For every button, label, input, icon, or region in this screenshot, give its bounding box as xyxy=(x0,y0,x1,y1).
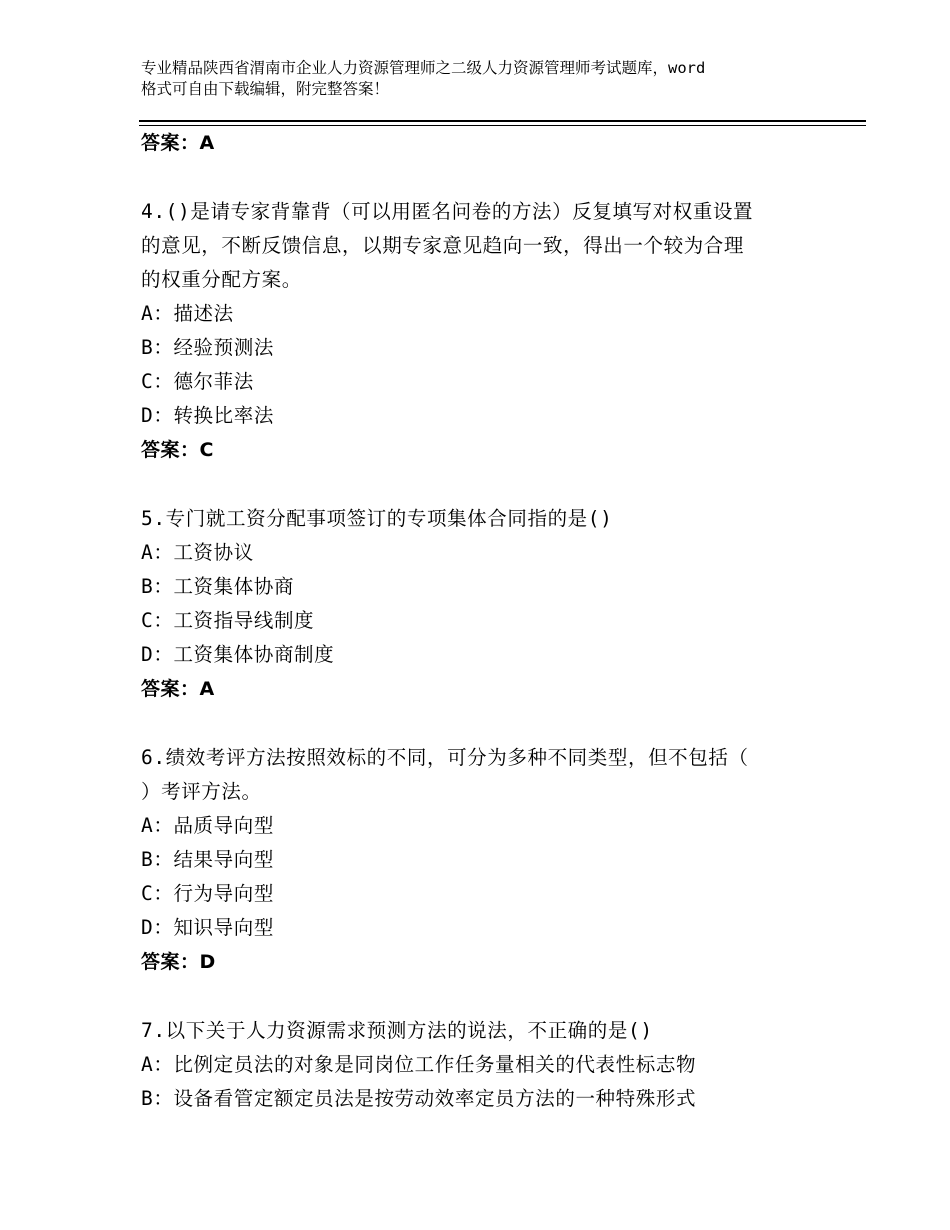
question-text-line: 的权重分配方案。 xyxy=(141,268,302,291)
answer-line: 答案：D xyxy=(141,951,216,973)
option-c: C：德尔菲法 xyxy=(141,370,254,393)
option-c: C：工资指导线制度 xyxy=(141,609,315,632)
option-c: C：行为导向型 xyxy=(141,882,274,905)
spacer xyxy=(141,706,841,741)
header-line-2: 格式可自由下载编辑，附完整答案！ xyxy=(141,80,390,98)
spacer xyxy=(141,160,841,195)
question-block-5 xyxy=(141,502,841,706)
answer-line: 答案：A xyxy=(141,132,215,154)
option-b: B：工资集体协商 xyxy=(141,575,295,598)
option-a: A：描述法 xyxy=(141,302,234,325)
answer-line: 答案：A xyxy=(141,678,215,700)
option-b: B：经验预测法 xyxy=(141,336,274,359)
answer-block-3 xyxy=(141,126,841,160)
question-text-line: 的意见，不断反馈信息，以期专家意见趋向一致，得出一个较为合理 xyxy=(141,234,745,257)
header-divider-thick xyxy=(139,120,866,122)
spacer xyxy=(141,467,841,502)
document-header xyxy=(141,58,831,100)
question-block-7 xyxy=(141,1014,841,1116)
question-text-line: 6.绩效考评方法按照效标的不同，可分为多种不同类型，但不包括（ xyxy=(141,746,749,769)
answer-line: 答案：C xyxy=(141,439,214,461)
option-d: D：工资集体协商制度 xyxy=(141,643,335,666)
question-list xyxy=(141,126,841,1116)
option-d: D：转换比率法 xyxy=(141,404,274,427)
question-block-6 xyxy=(141,741,841,979)
option-d: D：知识导向型 xyxy=(141,916,274,939)
question-block-4 xyxy=(141,195,841,467)
option-a: A：工资协议 xyxy=(141,541,254,564)
option-a: A：品质导向型 xyxy=(141,814,274,837)
spacer xyxy=(141,979,841,1014)
question-text-line: 4.()是请专家背靠背（可以用匿名问卷的方法）反复填写对权重设置 xyxy=(141,200,754,223)
header-line-1: 专业精品陕西省渭南市企业人力资源管理师之二级人力资源管理师考试题库，word xyxy=(141,59,706,77)
option-b: B：结果导向型 xyxy=(141,848,274,871)
option-b: B：设备看管定额定员法是按劳动效率定员方法的一种特殊形式 xyxy=(141,1087,697,1110)
question-text-line: 5.专门就工资分配事项签订的专项集体合同指的是() xyxy=(141,507,613,530)
question-text-line: 7.以下关于人力资源需求预测方法的说法，不正确的是() xyxy=(141,1019,653,1042)
question-text-line: ）考评方法。 xyxy=(141,780,262,803)
option-a: A：比例定员法的对象是同岗位工作任务量相关的代表性标志物 xyxy=(141,1053,697,1076)
